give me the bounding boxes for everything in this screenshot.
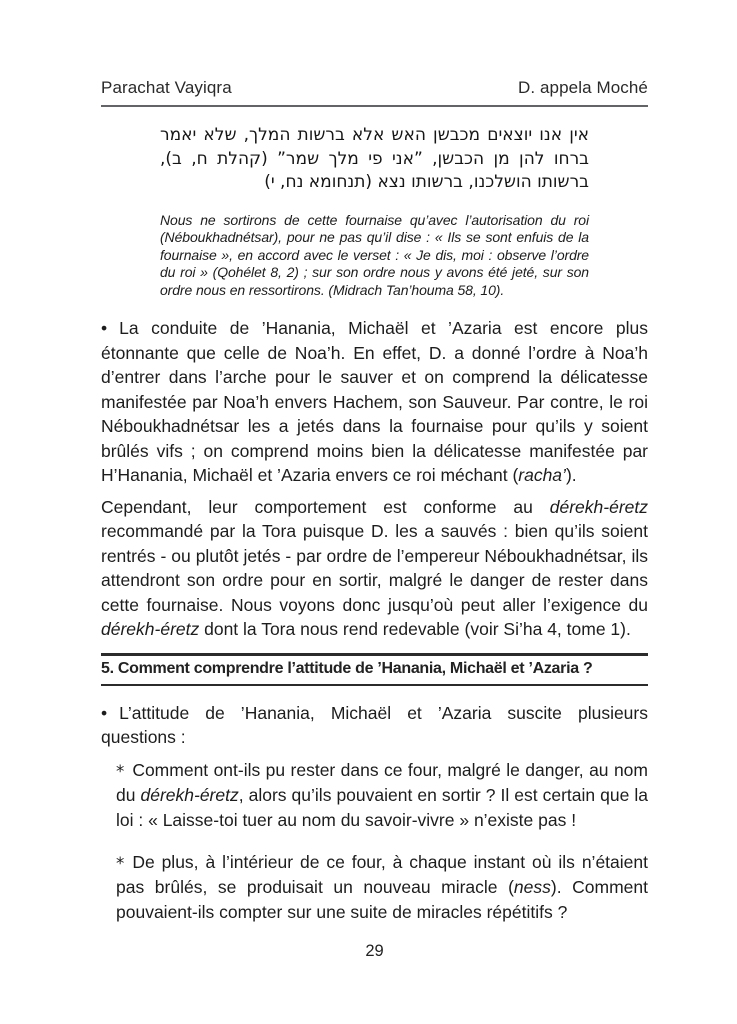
paragraph-conduite bbox=[101, 316, 648, 488]
header-parasha-title: Parachat Vayiqra bbox=[101, 78, 232, 97]
paragraph-text: La conduite de ’Hanania, Michaël et ’Azaria est encore plus étonnante que celle de Noa’h. En effet, D. a donné l’ordre à Noa’h d’entrer dans l’arche pour le sauver et on comprend la délicatesse manifestée par Noa’h envers Hachem, son Sauveur. Par contre, le roi Néboukhadnétsar les a jetés dans la fournaise pour qu’ils y soient brûlés vifs ; on comprend moins bien la délicatesse manifestée par H’Hanania, Michaël et ’Azaria envers ce roi méchant (racha’). bbox=[101, 318, 648, 485]
paragraph-cependant bbox=[101, 495, 648, 642]
page-content bbox=[101, 78, 648, 961]
asterisk-icon: * bbox=[116, 761, 125, 781]
question-text: Comment ont-ils pu rester dans ce four, malgré le danger, au nom du dérekh-éretz, alors qu’ils pouvaient en sortir ? Il est certain que la loi : « Laisse-toi tuer au nom du savoir-vivre » n’existe pas ! bbox=[116, 759, 649, 830]
section-heading: 5. Comment comprendre l’attitude de ’Hanania, Michaël et ’Azaria ? bbox=[101, 653, 648, 686]
paragraph-text: Cependant, leur comportement est conforme au dérekh-éretz recommandé par la Tora puisque D. les a sauvés : bien qu’ils soient rentrés - ou plutôt jetés - par ordre de l’empereur Néboukhadnétsar, ils attendront son ordre pour en sortir, malgré le danger de rester dans cette fournaise. Nous voyons donc jusqu’où peut aller l’exigence du dérekh-éretz dont la Tora nous rend redevable (voir Si’ha 4, tome 1). bbox=[101, 496, 648, 639]
paragraph-attitude bbox=[101, 701, 648, 750]
asterisk-icon: * bbox=[116, 853, 125, 873]
question-item bbox=[116, 758, 648, 833]
bullet-icon: • bbox=[101, 318, 108, 338]
page-number: 29 bbox=[365, 941, 384, 960]
french-translation: Nous ne sortirons de cette fournaise qu’avec l’autorisation du roi (Néboukhadnétsar), pour ne pas qu’il dise : « Ils se sont enfuis de la fournaise », en accord avec le verset : « Je dis, moi : observe l’ordre du roi » (Qohélet 8, 2) ; sur son ordre nous y avons été jeté, sur son ordre nous en ressortirons. (Midrach Tan’houma 58, 10). bbox=[160, 211, 589, 298]
page-header bbox=[101, 78, 648, 107]
hebrew-quote: אין אנו יוצאים מכבשן האש אלא ברשות המלך, שלא יאמר ברחו להן מן הכבשן, ”אני פי מלך שמר” (קהלת ח, ב), ברשותו הושלכנו, ברשותו נצא (תנחומא נח, י) bbox=[160, 125, 589, 192]
paragraph-text: L’attitude de ’Hanania, Michaël et ’Azaria suscite plusieurs questions : bbox=[101, 702, 648, 747]
header-chapter-title: D. appela Moché bbox=[517, 78, 648, 97]
question-item bbox=[116, 850, 648, 925]
question-text: De plus, à l’intérieur de ce four, à chaque instant où ils n’étaient pas brûlés, se produisait un nouveau miracle (ness). Comment pouvaient-ils compter sur une suite de miracles répétitifs ? bbox=[116, 851, 649, 922]
midrash-quote-block bbox=[160, 124, 589, 299]
bullet-icon: • bbox=[101, 702, 108, 723]
